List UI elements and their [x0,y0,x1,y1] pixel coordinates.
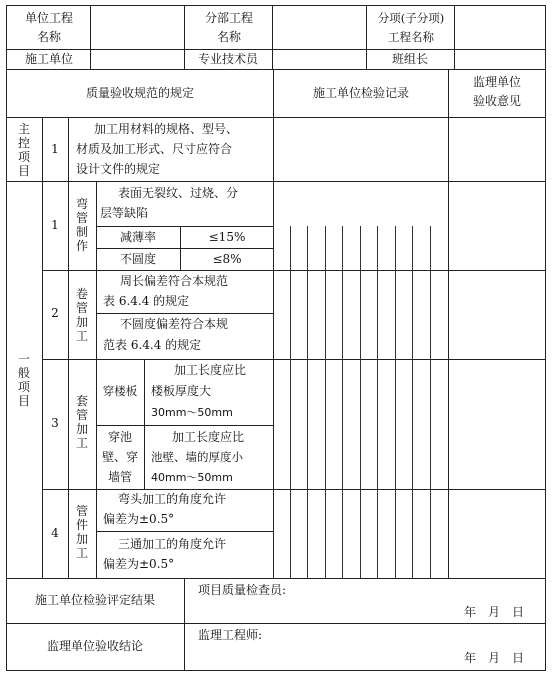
row-divider [96,313,273,314]
row-divider [6,69,546,70]
item-text: 池壁、墙的厚度小 [151,450,243,464]
row-divider [6,623,546,624]
quality-inspector-label: 项目质量检查员: [198,583,287,597]
col-divider [273,69,274,578]
spec-column-header: 质量验收规范的规定 [85,86,194,100]
record-column-header: 施工单位检验记录 [312,86,409,100]
out-of-roundness-value: ≤8% [212,252,242,266]
item-group-label: 卷管加工 [75,287,88,343]
item-text: 偏差为±0.5° [103,512,175,526]
wall-pipe-label: 墙管 [107,470,132,484]
thinning-rate-label: 减薄率 [119,230,156,244]
date-line: 年 月 日 [464,651,525,665]
item-text: 30mm～50mm [151,406,233,419]
supervisor-column-header: 监理单位 验收意见 [472,75,521,108]
col-divider [42,117,43,578]
row-divider [42,359,546,360]
technician-label: 专业技术员 [197,52,258,66]
item-text: 范表 6.4.4 的规定 [103,338,202,352]
item-text: 层等缺陷 [100,206,149,220]
item-group-label: 套管加工 [75,394,88,450]
item-text: 弯头加工的角度允许 [118,492,227,506]
row-divider [42,270,546,271]
col-divider [90,5,91,69]
item-text: 加工长度应比 [172,430,245,444]
col-divider [448,69,449,578]
wall-pipe-label: 穿池 [107,430,132,444]
construction-unit-label: 施工单位 [24,52,73,66]
col-divider [144,359,145,489]
wall-pipe-label: 壁、穿 [101,450,138,464]
item-text: 不圆度偏差符合本规 [120,317,229,331]
floor-slab-label: 穿楼板 [102,384,138,398]
item-project-label: 分项(子分项) 工程名称 [377,11,445,44]
thinning-rate-value: ≤15% [208,230,246,244]
row-divider [96,425,273,426]
item-group-label: 弯管制作 [75,197,88,253]
main-control-text: 材质及加工形式、尺寸应符合 [76,142,233,156]
col-divider [68,117,69,578]
item-text: 加工长度应比 [174,363,247,377]
row-divider [96,531,273,532]
row-divider [96,226,273,227]
item-text: 表 6.4.4 的规定 [103,294,190,308]
unit-project-label: 单位工程 名称 [24,11,73,44]
team-leader-label: 班组长 [391,52,428,66]
row-divider [6,578,546,579]
main-control-num: 1 [51,142,59,156]
main-control-text: 加工用材料的规格、型号、 [94,122,239,136]
out-of-roundness-label: 不圆度 [119,252,156,266]
item-text: 三通加工的角度允许 [118,537,227,551]
item-group-label: 管件加工 [75,504,88,560]
item-text: 周长偏差符合本规范 [120,274,229,288]
row-divider [6,181,546,182]
item-text: 偏差为±0.5° [103,557,175,571]
acceptance-conclusion-label: 监理单位验收结论 [46,639,143,653]
general-items-label: 一般项目 [17,352,30,408]
row-divider [96,248,273,249]
item-num: 3 [51,416,59,430]
item-num: 1 [51,218,59,232]
col-divider [184,5,185,69]
item-text: 表面无裂纹、过烧、分 [118,186,239,200]
main-control-label: 主控项目 [17,122,30,178]
date-line: 年 月 日 [464,605,525,619]
col-divider [180,226,181,270]
item-text: 40mm～50mm [151,471,233,484]
col-divider [272,5,273,69]
main-control-text: 设计文件的规定 [76,162,161,176]
evaluation-result-label: 施工单位检验评定结果 [34,593,155,607]
row-divider [6,117,546,118]
sub-project-label: 分部工程 名称 [204,11,253,44]
supervising-engineer-label: 监理工程师: [198,628,263,642]
item-num: 4 [51,526,59,540]
item-num: 2 [51,306,59,320]
item-text: 楼板厚度大 [151,384,212,398]
col-divider [184,578,185,671]
